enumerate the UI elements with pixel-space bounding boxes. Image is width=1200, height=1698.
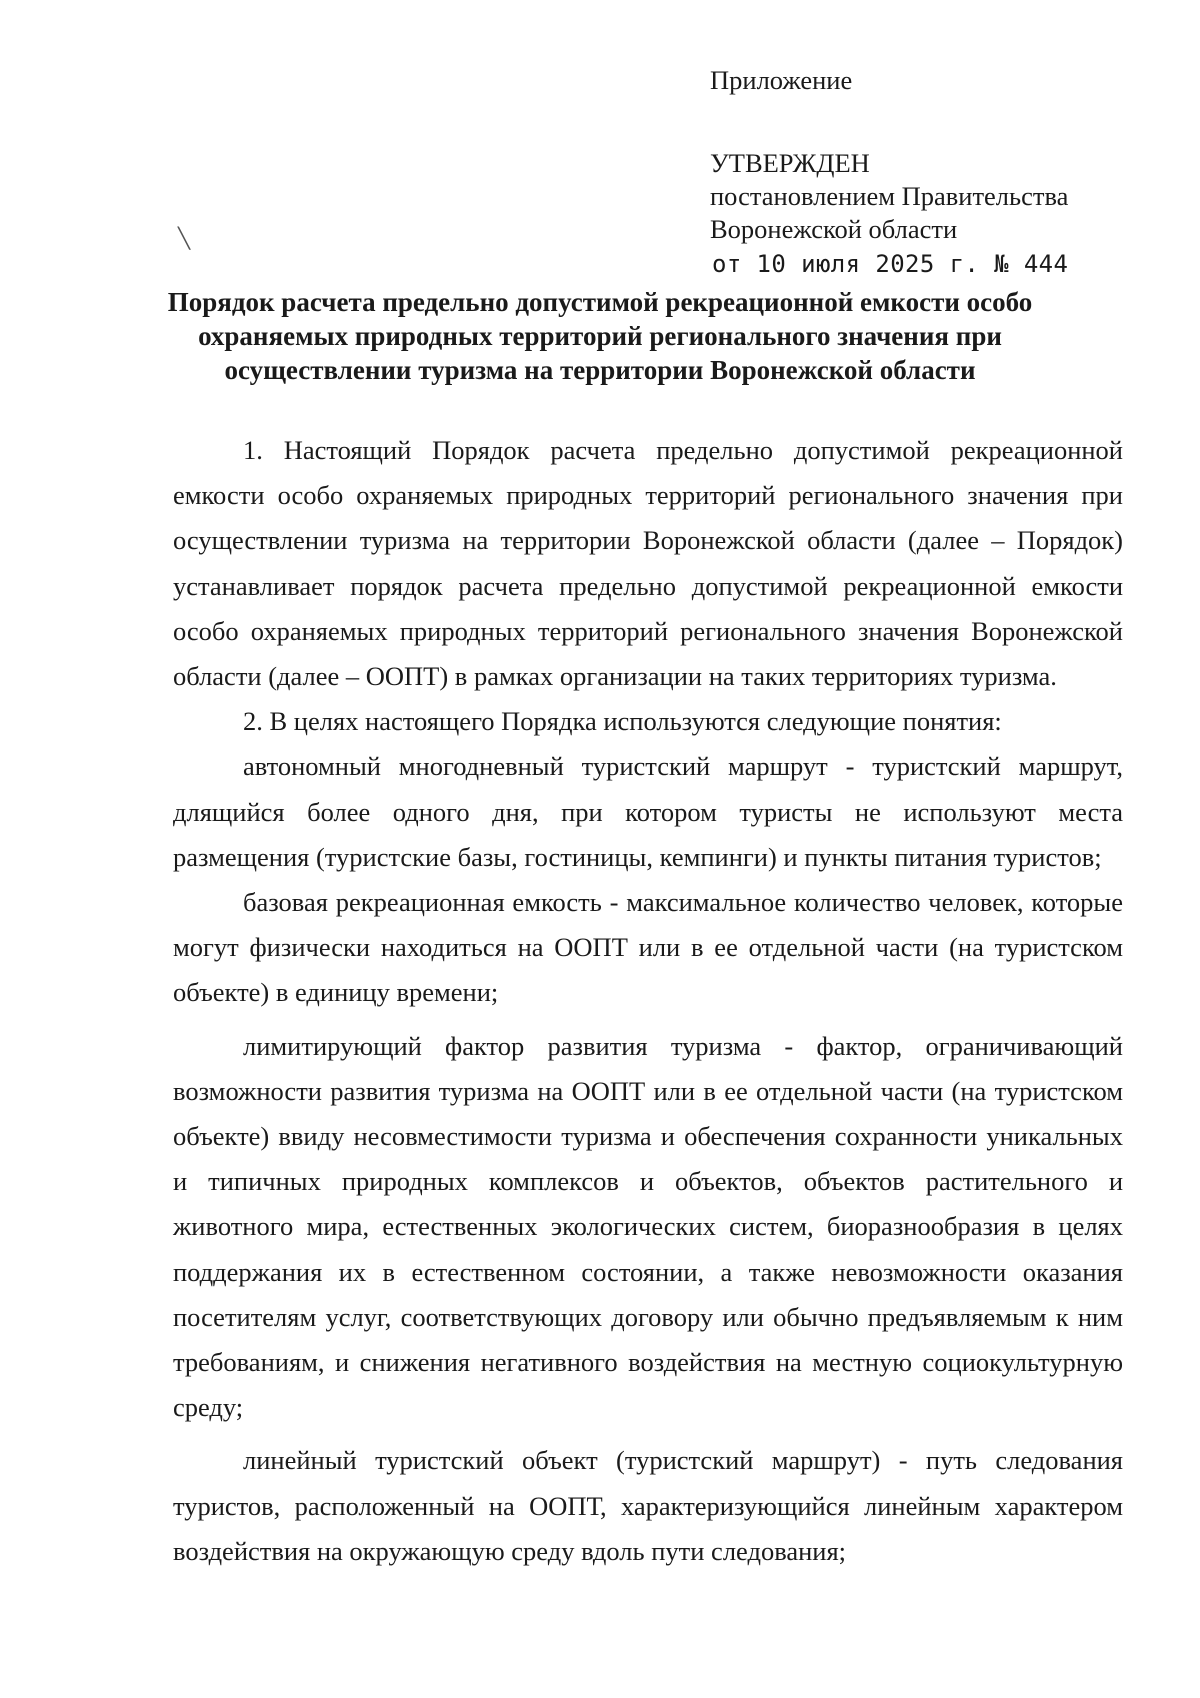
definition-base-capacity: базовая рекреационная емкость - максимальное количество человек, которые могут физически находиться на ООПТ или в ее отдельной части (на туристском объекте) в единицу времени; xyxy=(173,887,1123,1008)
approval-block xyxy=(710,64,1150,281)
paragraph-1: 1. Настоящий Порядок расчета предельно допустимой рекреационной емкости особо охраняемых природных территорий регионального значения при осуществлении туризма на территории Воронежской области (далее – Порядок) устанавливает порядок расчета предельно допустимой рекреационной емкости особо охраняемых природных территорий регионального значения Воронежской области (далее – ООПТ) в рамках организации на таких территориях туризма. xyxy=(173,435,1123,692)
approval-line-1: постановлением Правительства xyxy=(710,181,1069,211)
document-body xyxy=(173,428,1123,1574)
appendix-label: Приложение xyxy=(710,65,853,95)
approval-line-2: Воронежской области xyxy=(710,214,958,244)
decree-date-number: от 10 июля 2025 г. № 444 xyxy=(712,250,1069,278)
paragraph-2: 2. В целях настоящего Порядка используются следующие понятия: xyxy=(243,706,1002,737)
definition-linear-object: линейный туристский объект (туристский маршрут) - путь следования туристов, расположенный на ООПТ, характеризующийся линейным характером воздействия на окружающую среду вдоль пути следования; xyxy=(173,1445,1123,1566)
definition-limiting-factor: лимитирующий фактор развития туризма - фактор, ограничивающий возможности развития туризма на ООПТ или в ее отдельной части (на туристском объекте) ввиду несовместимости туризма и обеспечения сохранности уникальных и типичных природных комплексов и объектов, объектов растительного и животного мира, естественных экологических систем, биоразнообразия в целях поддержания их в естественном состоянии, а также невозможности оказания посетителям услуг, соответствующих договору или обычно предъявляемым к ним требованиям, и снижения негативного воздействия на местную социокультурную среду; xyxy=(173,1030,1123,1423)
scan-artifact-mark: ╲ xyxy=(178,228,191,250)
document-title: Порядок расчета предельно допустимой рекреационной емкости особо охраняемых природных территорий регионального значения при осуществлении туризма на территории Воронежской области xyxy=(167,287,1033,385)
definition-autonomous-route: автономный многодневный туристский маршрут - туристский маршрут, длящийся более одного дня, при котором туристы не используют места размещения (туристские базы, гостиницы, кемпинги) и пункты питания туристов; xyxy=(173,751,1123,872)
approved-label: УТВЕРЖДЕН xyxy=(710,148,870,178)
